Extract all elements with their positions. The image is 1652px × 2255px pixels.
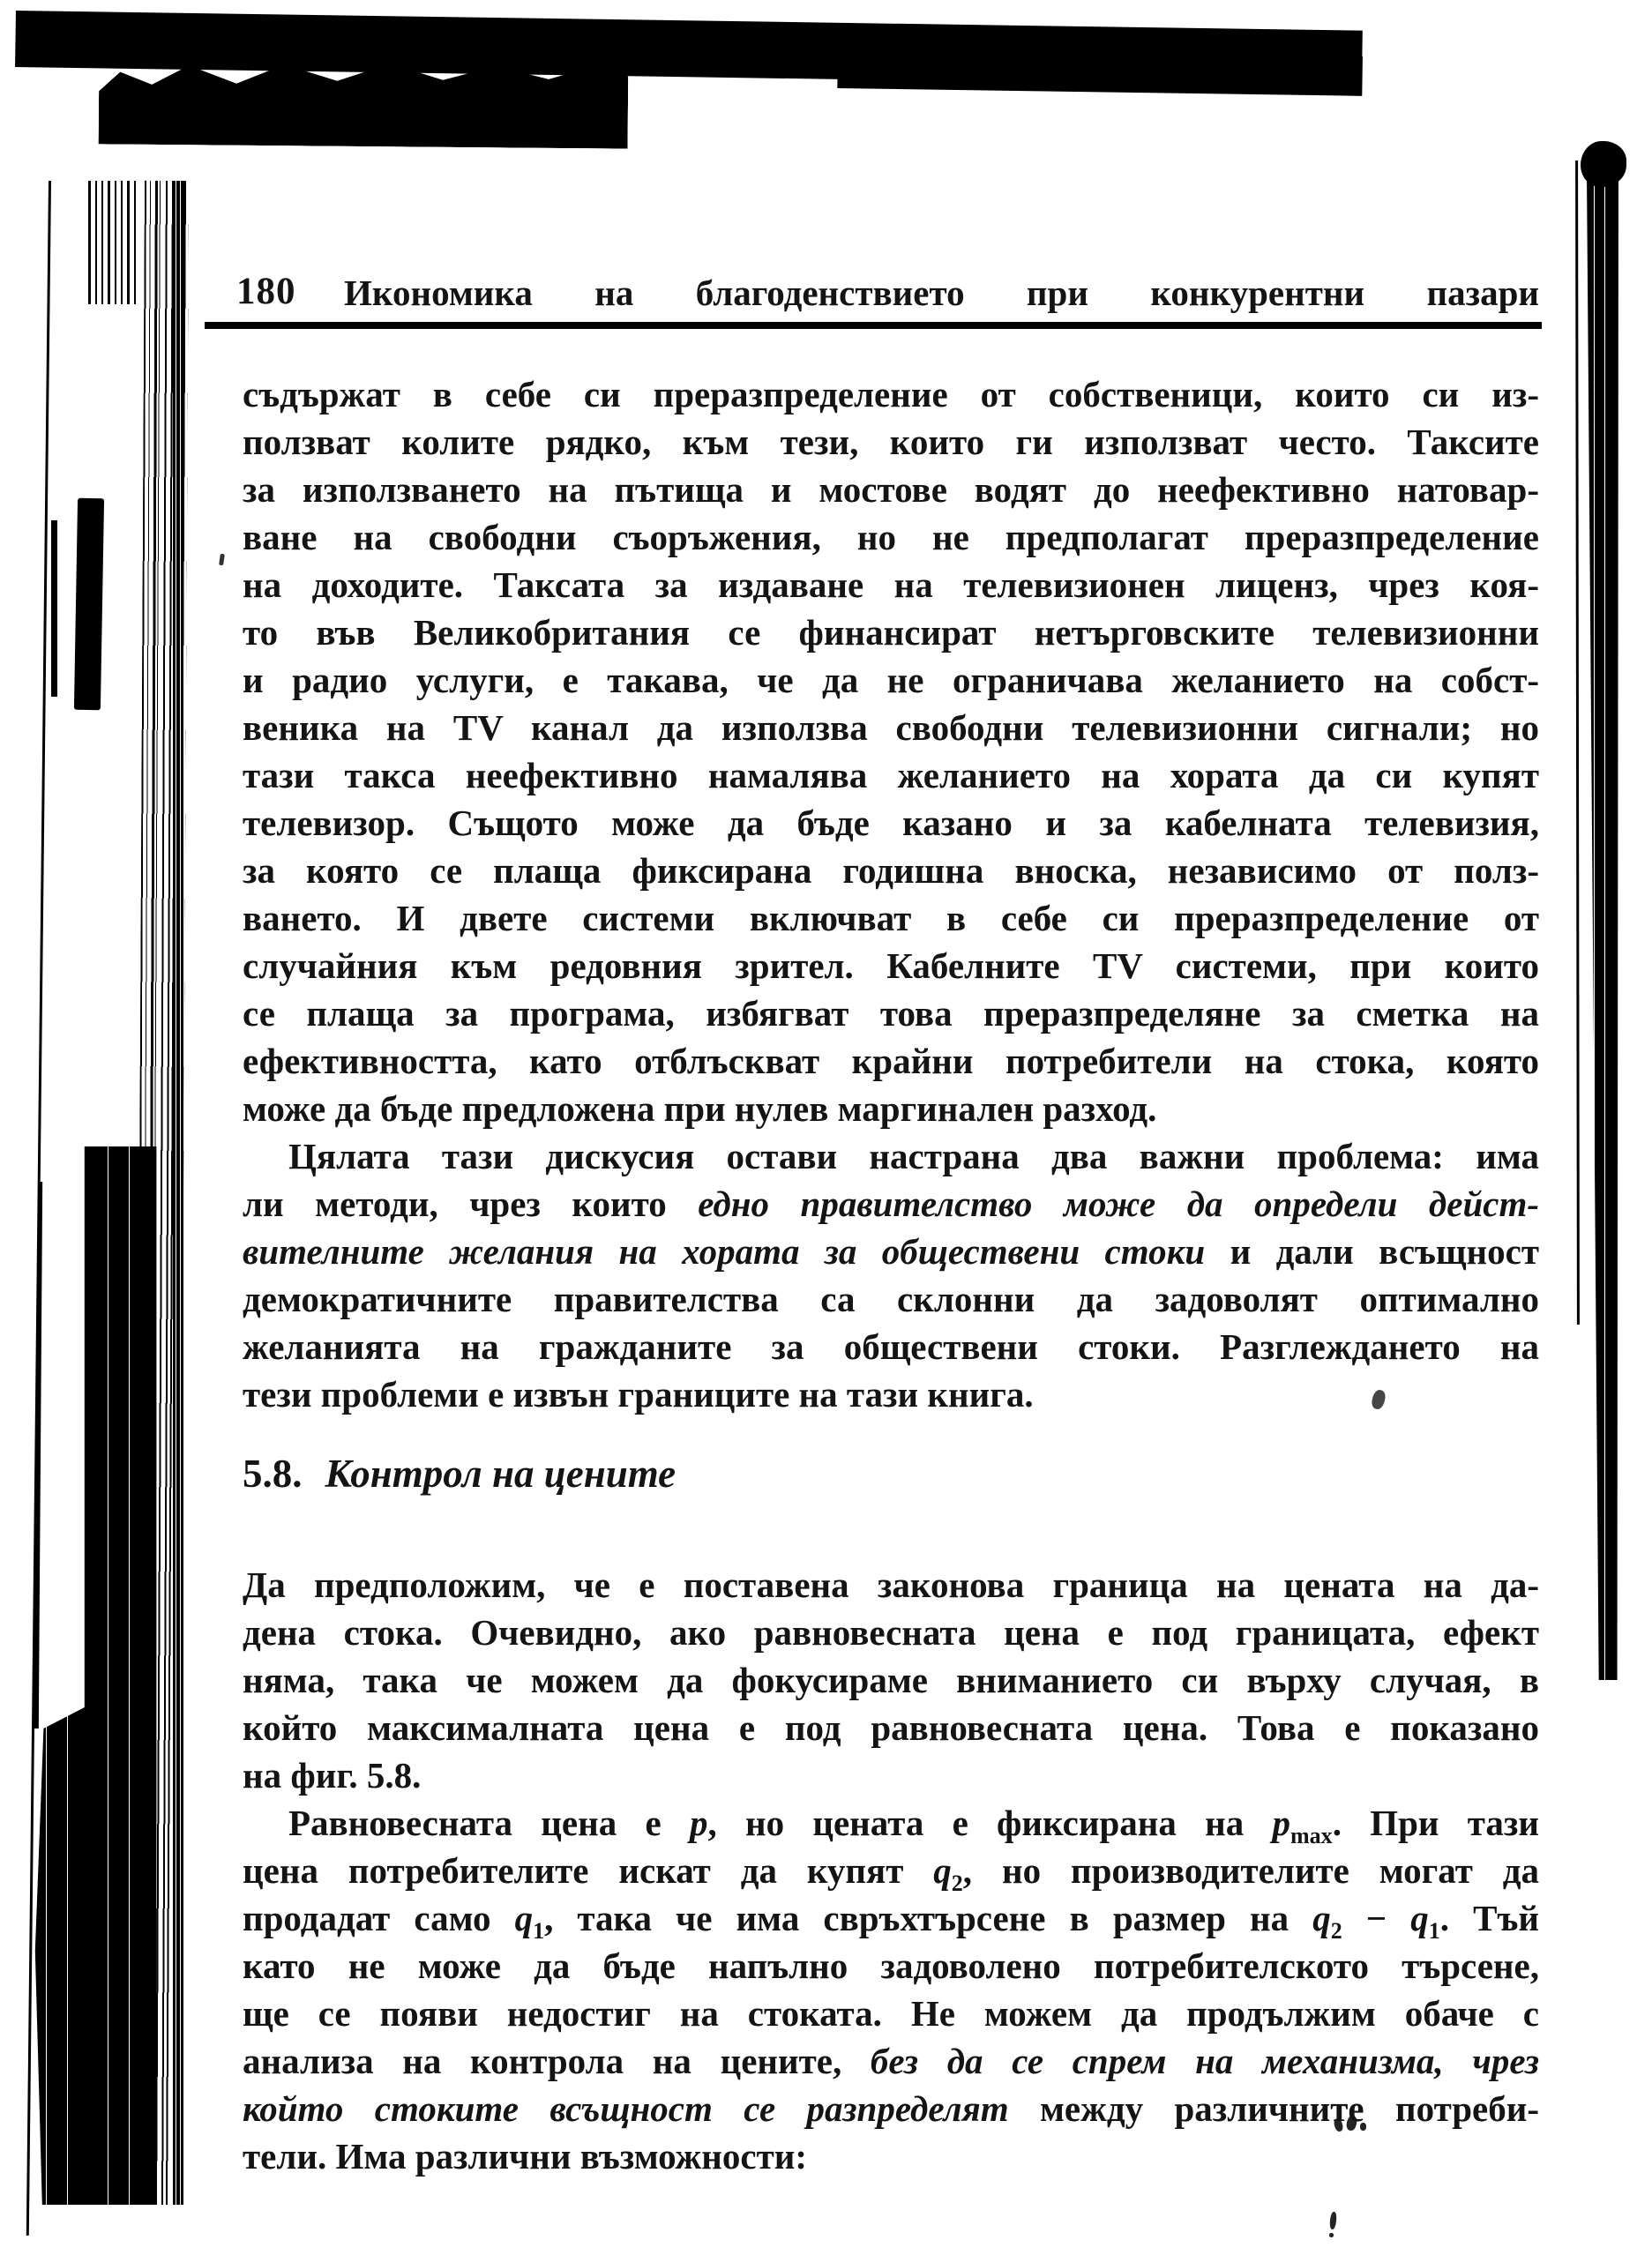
text-run: като не може да бъде напълно задоволено потребителското търсене, [243, 1945, 1539, 1986]
text-run: вителните желания на хората за обществени стоки [243, 1231, 1206, 1272]
text-line [243, 704, 1539, 751]
text-run: q [1312, 1898, 1331, 1938]
section-heading [243, 1451, 676, 1497]
text-run: p [1272, 1803, 1291, 1843]
text-run: демократичните правителства са склонни да задоволят оптимално [243, 1279, 1539, 1319]
running-title: Икономика на благоденствието при конкурентни пазари [344, 273, 1539, 313]
text-line [243, 1847, 1539, 1894]
text-run: p [689, 1803, 708, 1843]
text-run: между различните потреби- [1008, 2088, 1539, 2129]
text-line [243, 1990, 1539, 2037]
pencil-mark [1329, 2233, 1334, 2237]
scan-artifact-connector [564, 29, 629, 71]
text-line [243, 894, 1539, 942]
scan-artifact-left-blob [74, 498, 104, 710]
text-run: се плаща за програма, избягват това преразпределяне за сметка на [243, 993, 1539, 1034]
section-title: Контрол на цените [325, 1452, 676, 1496]
text-run: 1 [1428, 1918, 1440, 1944]
text-line [243, 1609, 1539, 1656]
text-line [243, 370, 1539, 418]
text-line [243, 1704, 1539, 1751]
text-run: ването. И двете системи включват в себе си преразпределение от [243, 898, 1539, 938]
text-run: на фиг. 5.8. [243, 1755, 422, 1796]
pencil-mark [1329, 2212, 1337, 2230]
margin-tick [219, 554, 225, 566]
text-run: няма, така че можем да фокусираме вниманието си върху случая, в [243, 1660, 1539, 1700]
text-run: , така че има свръхтърсене в размер на [544, 1898, 1313, 1938]
text-line [243, 989, 1539, 1037]
text-line [243, 561, 1539, 609]
text-run: за която се плаща фиксирана годишна вноска, независимо от полз- [243, 850, 1539, 891]
text-run: без да се спрем на механизма, чрез [870, 2041, 1539, 2081]
text-line [243, 751, 1539, 799]
text-run: дена стока. Очевидно, ако равновесната цена е под границата, ефект [243, 1612, 1539, 1653]
paragraph [243, 1561, 1539, 1799]
scan-artifact-left-top-patch [88, 181, 139, 304]
text-run: тели. Има различни възможности: [243, 2136, 808, 2177]
text-line [243, 1037, 1539, 1085]
text-line [243, 847, 1539, 894]
text-run: q [1410, 1898, 1429, 1938]
scan-artifact-right-cap [1581, 141, 1626, 187]
text-run: и дали всъщност [1205, 1231, 1539, 1272]
text-run: тези проблеми е извън границите на тази книга. [243, 1374, 1034, 1415]
text-run: ще се появи недостиг на стоката. Не можем да продължим обаче с [243, 1993, 1539, 2034]
text-run: 1 [533, 1918, 545, 1944]
text-line [243, 466, 1539, 513]
text-run: 2 [1330, 1918, 1342, 1944]
text-line [243, 1085, 1539, 1132]
text-line [243, 513, 1539, 561]
text-run: веника на TV канал да използва свободни телевизионни сигнали; но [243, 707, 1539, 748]
header-rule [205, 322, 1542, 329]
text-run: ли методи, чрез които [243, 1184, 699, 1224]
text-line [243, 656, 1539, 704]
text-run: анализа на контрола на цените, [243, 2041, 871, 2081]
text-run: който стоките всъщност се разпределят [243, 2088, 1009, 2129]
section-number: 5.8. [243, 1452, 303, 1496]
text-run: Да предположим, че е поставена законова граница на цената на да- [243, 1564, 1539, 1605]
text-run: q [933, 1850, 952, 1891]
text-line [243, 1656, 1539, 1704]
text-run: ефективността, като отблъскват крайни потребители на стока, която [243, 1041, 1539, 1081]
text-run: за използването на пътища и мостове водят до неефективно натовар- [243, 469, 1539, 510]
text-line [243, 2132, 1539, 2180]
text-run: желанията на гражданите за обществени стоки. Разглеждането на [243, 1326, 1539, 1367]
text-line [243, 799, 1539, 847]
scan-artifact-left-thin-line [34, 1182, 42, 1729]
text-run: и радио услуги, е такава, че да не ограничава желанието на собст- [243, 660, 1539, 700]
text-run: 2 [951, 1870, 963, 1896]
text-run: max [1290, 1823, 1333, 1848]
text-line [243, 1942, 1539, 1990]
paragraph [243, 1132, 1539, 1418]
text-run: − [1342, 1898, 1411, 1938]
text-run: цена потребителите искат да купят [243, 1850, 934, 1891]
text-run: , но цената е фиксирана на [707, 1803, 1273, 1843]
text-line [243, 1323, 1539, 1370]
text-line [243, 2037, 1539, 2085]
text-line [243, 1275, 1539, 1323]
text-run: ване на свободни съоръжения, но не предполагат преразпределение [243, 517, 1539, 557]
text-run: то във Великобритания се финансират нетърговските телевизионни [243, 612, 1539, 653]
scan-artifact-left-edge [173, 181, 183, 2205]
text-line [243, 1228, 1539, 1275]
text-run: Цялата тази дискусия остави настрана два важни проблема: има [288, 1136, 1539, 1176]
text-line [243, 418, 1539, 466]
text-run: q [514, 1898, 534, 1938]
text-run: съдържат в себе си преразпределение от собственици, които си из- [243, 374, 1539, 414]
text-run: . При тази [1332, 1803, 1539, 1843]
text-line [243, 1751, 1539, 1799]
text-run: Равновесната цена е [288, 1803, 690, 1843]
text-line [243, 2085, 1539, 2132]
text-run: тази такса неефективно намалява желанието на хората да си купят [243, 755, 1539, 795]
text-run: едно правителство може да определи дейст- [698, 1184, 1539, 1224]
text-run: който максималната цена е под равновесната цена. Това е показано [243, 1707, 1539, 1748]
text-line [243, 1799, 1539, 1847]
text-run: случайния към редовния зрител. Кабелните TV системи, при които [243, 945, 1539, 986]
text-line [243, 1132, 1539, 1180]
text-run: на доходите. Таксата за издаване на телевизионен лиценз, чрез коя- [243, 564, 1539, 605]
scan-artifact-right-hairline [1575, 161, 1580, 1325]
text-run: , но производителите могат да [962, 1850, 1539, 1891]
text-line [243, 609, 1539, 656]
paragraph [243, 370, 1539, 1132]
text-run: продадат само [243, 1898, 515, 1938]
scan-artifact-right-band [1587, 150, 1618, 1680]
text-line [243, 1561, 1539, 1609]
text-run: може да бъде предложена при нулев маргинален разход. [243, 1088, 1157, 1129]
text-line [243, 1180, 1539, 1228]
scan-artifact-bottom-gutter [31, 1146, 172, 2205]
text-line [243, 942, 1539, 989]
scan-artifact-top-band-2 [837, 49, 1363, 96]
text-run: телевизор. Същото може да бъде казано и за кабелната телевизия, [243, 803, 1539, 843]
text-run: . Тъй [1439, 1898, 1540, 1938]
text-run: ползват колите рядко, към тези, които ги използват често. Таксите [243, 422, 1539, 462]
text-line [243, 1370, 1539, 1418]
text-line [243, 1894, 1539, 1942]
scan-artifact-left-blob-2 [51, 520, 57, 697]
page-number: 180 [236, 271, 296, 312]
paragraph [243, 1799, 1539, 2180]
